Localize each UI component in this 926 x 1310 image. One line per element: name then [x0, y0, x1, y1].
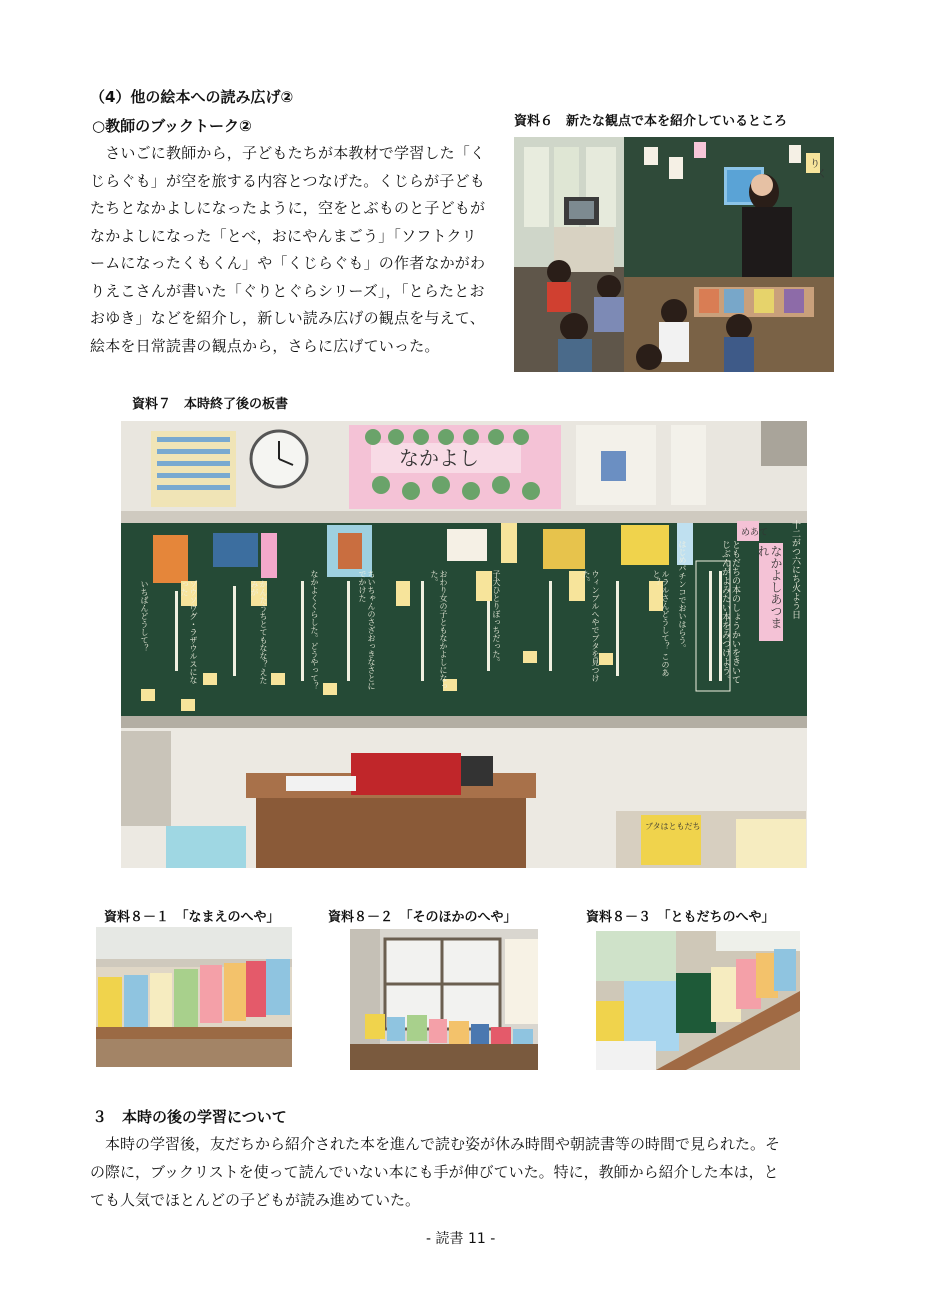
board-column — [358, 570, 376, 690]
paragraph-line: たちとなかよしになったように，空をとぶものと子どもが — [90, 199, 486, 217]
section-paragraph — [90, 1130, 850, 1214]
figure8-2-caption: 資料８－２ 「そのほかのへや」 — [328, 910, 517, 925]
board-column-label: はじめ — [678, 540, 687, 564]
board-column-label: ゾウ — [189, 580, 198, 596]
paragraph-line: じらぐも」が空を旅する内容とつなげた。くじらが子ども — [90, 171, 485, 190]
board-column-text: うちとてもなな？えたみが — [250, 580, 268, 684]
book-display-photo — [350, 929, 538, 1070]
figure6-caption: 資料６ 新たな観点で本を紹介しているところ — [514, 114, 788, 129]
paragraph-line: 絵本を日常読書の観点から，さらに広げていった。 — [90, 336, 440, 355]
title-tag-text: めあて — [741, 528, 769, 538]
board-column — [310, 570, 319, 690]
board-column-label: なかよくくらした。 — [310, 570, 319, 642]
board-column-label: おわり — [439, 570, 448, 594]
board-column — [430, 570, 448, 690]
paragraph-line: ても人気でほとんどの子どもが読み進めていた。 — [90, 1191, 421, 1209]
banner-text: なかよし — [399, 446, 479, 470]
board-column — [652, 570, 670, 690]
board-column — [678, 540, 687, 690]
figure7-caption: 資料７ 本時終了後の板書 — [132, 397, 289, 412]
board-word: く — [817, 169, 827, 180]
figure8-3-photo — [596, 931, 800, 1070]
board-column-label: ウィンブル — [591, 570, 600, 610]
paragraph-line: りえこさんが書いた「ぐりとぐらシリーズ」，「とらたとお — [90, 281, 485, 300]
board-column — [140, 580, 149, 690]
board-column-text: ソウグ・ラザウルスになった — [180, 580, 198, 684]
section-paragraph — [90, 140, 515, 360]
paragraph-line: なかよしになった「とべ，おにやんまごう」「ソフトクリ — [90, 226, 477, 245]
board-column-label: かんた — [259, 580, 268, 604]
board-column — [250, 580, 268, 690]
board-column-label: ルラルさん — [661, 570, 670, 610]
paragraph-line: ームになったくもくん」や「くじらぐも」の作者なかがわ — [90, 254, 486, 272]
board-column-label: いちばん — [140, 580, 149, 612]
board-column-text: へやでブタを見つけた。 — [582, 570, 600, 682]
board-date: 十二がつ六にち火よう日 — [790, 520, 800, 619]
board-column — [582, 570, 600, 690]
board-column — [492, 570, 501, 690]
book-display-photo — [96, 927, 292, 1067]
board-column-label: 子犬 — [492, 570, 501, 586]
figure8-2-photo — [350, 929, 538, 1070]
board-column-text: パチンコでおいはらう。 — [678, 564, 687, 652]
cover-title: ブタはともだち — [645, 822, 701, 831]
figure8-3-caption: 資料８－３ 「ともだちのへや」 — [586, 910, 775, 925]
figure8-1-photo — [96, 927, 292, 1067]
book-display-photo — [596, 931, 800, 1070]
board-column-text: ひとりぼっちだった。 — [492, 586, 501, 666]
board-column-text: どうやって？ — [310, 642, 319, 690]
paragraph-line: の際に，ブックリストを使って読んでいない本にも手が伸びていた。特に，教師から紹介した本は，と — [90, 1163, 779, 1181]
classroom-teacher-photo — [514, 137, 834, 372]
figure6-photo — [514, 137, 834, 372]
board-column-label: ちいちゃんのさざ — [367, 570, 376, 634]
paragraph-line: おゆき」などを紹介し，新しい読み広げの観点を与えて、 — [90, 309, 485, 327]
board-word: り — [810, 159, 820, 170]
board-title: なかよしあつまれ — [756, 545, 783, 629]
board-column-text: どうして？ — [140, 612, 149, 652]
paragraph-line: さいごに教師から，子どもたちが本教材で学習した「く — [90, 144, 486, 162]
figure8-1-caption: 資料８－１ 「なまえのへや」 — [104, 910, 280, 925]
board-columns — [140, 540, 687, 700]
subsection-heading: ○教師のブックトーク② — [92, 117, 252, 135]
board-column — [180, 580, 198, 690]
board-goal: ともだちの本のしょうかいをきいて じぶんがよみたい本をみつけよう。 — [720, 540, 740, 684]
board-column-text: おっきなさとにでかけた — [358, 570, 376, 690]
paragraph-line: 本時の学習後，友だちから紹介された本を進んで読む姿が休み時間や朝読書等の時間で見られた。そ — [90, 1135, 781, 1153]
board-column-text: どうして？ このあと？ — [652, 570, 670, 677]
section-heading: （4）他の絵本への読み広げ② — [90, 88, 294, 106]
section-heading: ３ 本時の後の学習について — [92, 1108, 287, 1126]
page-number: - 読書 11 - — [426, 1231, 496, 1247]
board-column-text: 女の子ともなかよしになった。 — [430, 570, 448, 690]
